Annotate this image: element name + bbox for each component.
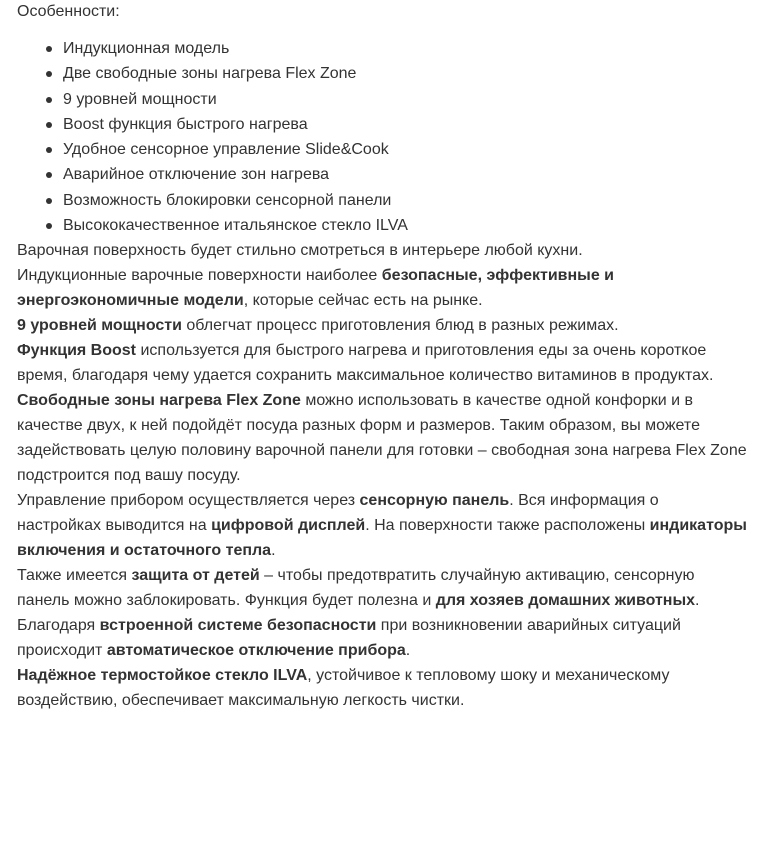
paragraph-glass: Надёжное термостойкое стекло ILVA, устойчивое к тепловому шоку и механическому воздействию, обеспечивает максимальную легкость чистки. (17, 667, 670, 710)
list-item: Индукционная модель (63, 36, 747, 61)
list-item: Возможность блокировки сенсорной панели (63, 188, 747, 213)
paragraph-induction: Индукционные варочные поверхности наиболее безопасные, эффективные и энергоэкономичные модели, которые сейчас есть на рынке. (17, 267, 615, 310)
bullet-icon (46, 46, 52, 52)
bullet-icon (46, 198, 52, 204)
list-item: 9 уровней мощности (63, 87, 747, 112)
bullet-icon (46, 172, 52, 178)
bullet-icon (46, 223, 52, 229)
paragraph-style: Варочная поверхность будет стильно смотреться в интерьере любой кухни. (17, 242, 583, 260)
list-item: Аварийное отключение зон нагрева (63, 162, 747, 187)
list-item: Две свободные зоны нагрева Flex Zone (63, 61, 747, 86)
paragraph-power-levels: 9 уровней мощности облегчат процесс приготовления блюд в разных режимах. (17, 317, 619, 335)
paragraph-controls: Управление прибором осуществляется через сенсорную панель. Вся информация о настройках выводится на цифровой дисплей. На поверхности также расположены индикаторы включения и остаточного тепла. (17, 492, 747, 560)
paragraph-flex-zone: Свободные зоны нагрева Flex Zone можно использовать в качестве одной конфорки и в качестве двух, к ней подойдёт посуда разных форм и размеров. Таким образом, вы можете задействовать целую половину варочной панели для готовки – свободная зона нагрева Flex Zone подстроится под вашу посуду. (17, 392, 747, 485)
bullet-icon (46, 122, 52, 128)
features-list (17, 36, 747, 238)
paragraph-safety: Благодаря встроенной системе безопасности при возникновении аварийных ситуаций происходит автоматическое отключение прибора. (17, 617, 681, 660)
list-item: Высококачественное итальянское стекло ILVA (63, 213, 747, 238)
list-item: Удобное сенсорное управление Slide&Cook (63, 137, 747, 162)
bullet-icon (46, 147, 52, 153)
paragraph-boost: Функция Boost используется для быстрого нагрева и приготовления еды за очень короткое время, благодаря чему удается сохранить максимальное количество витаминов в продуктах. (17, 342, 714, 385)
bullet-icon (46, 71, 52, 77)
features-heading: Особенности: (17, 3, 120, 20)
list-item: Boost функция быстрого нагрева (63, 112, 747, 137)
bullet-icon (46, 97, 52, 103)
paragraph-child-lock: Также имеется защита от детей – чтобы предотвратить случайную активацию, сенсорную панель можно заблокировать. Функция будет полезна и для хозяев домашних животных. (17, 567, 700, 610)
